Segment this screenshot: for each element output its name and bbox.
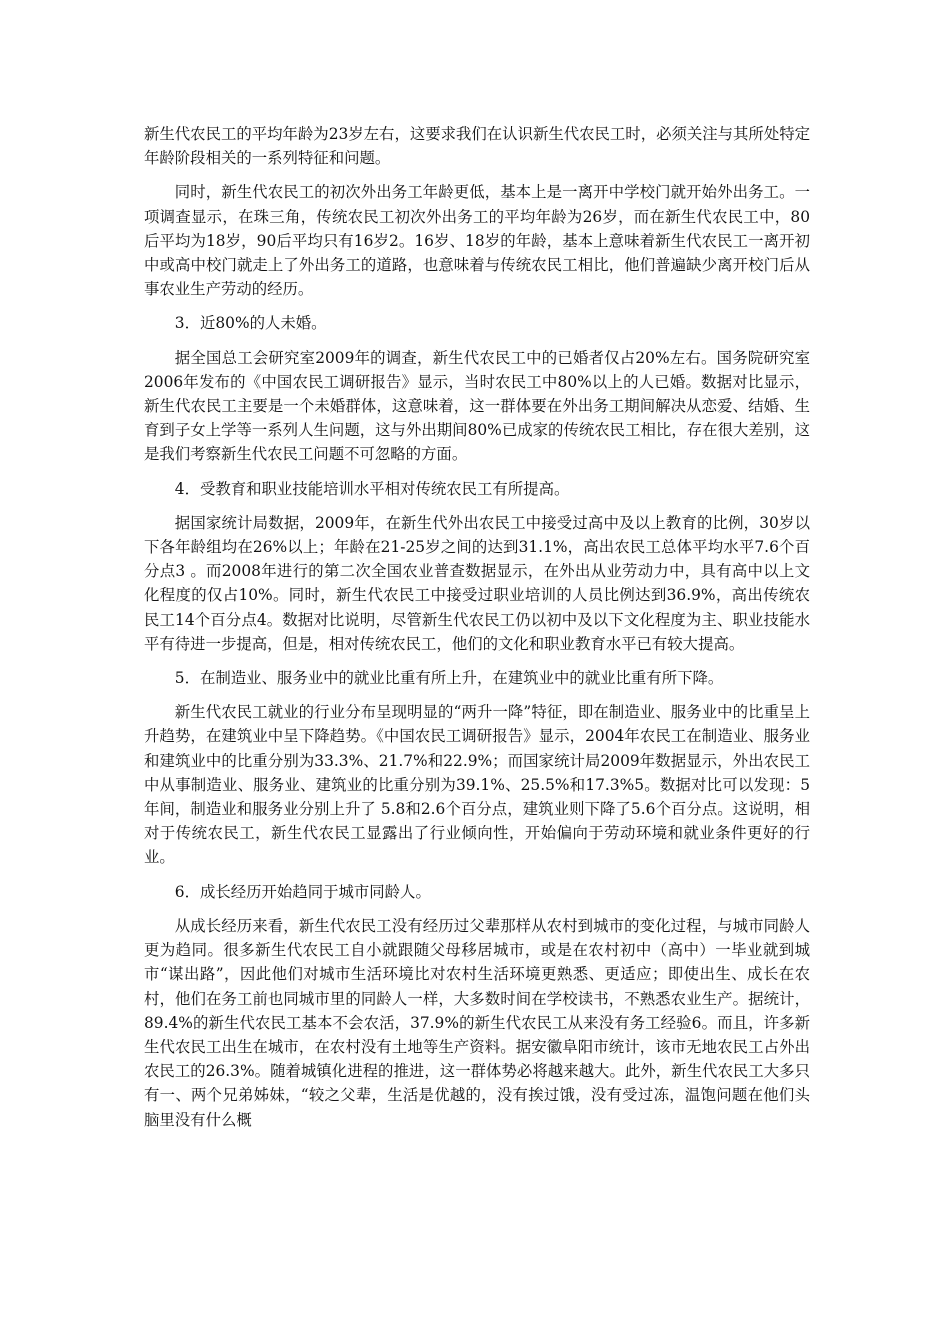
- paragraph-age-continuation: 新生代农民工的平均年龄为23岁左右，这要求我们在认识新生代农民工时，必须关注与其所处特定年龄阶段相关的一系列特征和问题。: [144, 125, 810, 168]
- paragraph-industry-data: 新生代农民工就业的行业分布呈现明显的“两升一降”特征，即在制造业、服务业中的比重呈上升趋势，在建筑业中呈下降趋势。《中国农民工调研报告》显示，2004年农民工在制造业、服务业和建筑业中的比重分别为33.3%、21.7%和22.9%；而国家统计局2009年数据显示，外出农民工中从事制造业、服务业、建筑业的比重分别为39.1%、25.5%和17.3%5。数据对比可以发现：5年间，制造业和服务业分别上升了 5.8和2.6个百分点，建筑业则下降了5.6个百分点。这说明，相对于传统农民工，新生代农民工显露出了行业倾向性，开始偏向于劳动环境和就业条件更好的行业。: [144, 703, 810, 867]
- paragraph-upbringing-data: 从成长经历来看，新生代农民工没有经历过父辈那样从农村到城市的变化过程，与城市同龄人更为趋同。很多新生代农民工自小就跟随父母移居城市，或是在农村初中（高中）一毕业就到城市“谋出路”，因此他们对城市生活环境比对农村生活环境更熟悉、更适应；即使出生、成长在农村，他们在务工前也同城市里的同龄人一样，大多数时间在学校读书，不熟悉农业生产。据统计，89.4%的新生代农民工基本不会农活，37.9%的新生代农民工从来没有务工经验6。而且，许多新生代农民工出生在城市，在农村没有土地等生产资料。据安徽阜阳市统计，该市无地农民工占外出农民工的26.3%。随着城镇化进程的推进，这一群体势必将越来越大。此外，新生代农民工大多只有一、两个兄弟姊妹，“较之父辈，生活是优越的，没有挨过饿，没有受过冻，温饱问题在他们头脑里没有什么概: [144, 916, 810, 1129]
- section-heading-industry: 5．在制造业、服务业中的就业比重有所上升，在建筑业中的就业比重有所下降。: [174, 669, 724, 688]
- paragraph-education-data: 据国家统计局数据，2009年，在新生代外出农民工中接受过高中及以上教育的比例，30岁以下各年龄组均在26%以上；年龄在21-25岁之间的达到31.1%，高出农民工总体平均水平7.6个百分点3 。而2008年进行的第二次全国农业普查数据显示，在外出从业劳动力中，具有高中以上文化程度的仅占10%。同时，新生代农民工中接受过职业培训的人员比例达到36.9%，高出传统农民工14个百分点4。数据对比说明，尽管新生代农民工仍以初中及以下文化程度为主、职业技能水平有待进一步提高，但是，相对传统农民工，他们的文化和职业教育水平已有较大提高。: [144, 513, 810, 653]
- section-heading-unmarried: 3．近80%的人未婚。: [174, 314, 327, 333]
- paragraph-marriage-data: 据全国总工会研究室2009年的调查，新生代农民工中的已婚者仅占20%左右。国务院研究室2006年发布的《中国农民工调研报告》显示，当时农民工中80%以上的人已婚。数据对比显示，新生代农民工主要是一个未婚群体，这意味着，这一群体要在外出务工期间解决从恋爱、结婚、生育到子女上学等一系列人生问题，这与外出期间80%已成家的传统农民工相比，存在很大差别，这是我们考察新生代农民工问题不可忽略的方面。: [144, 348, 810, 464]
- section-heading-education: 4．受教育和职业技能培训水平相对传统农民工有所提高。: [174, 479, 570, 498]
- document-page: [144, 122, 810, 1142]
- paragraph-first-migration-age: 同时，新生代农民工的初次外出务工年龄更低，基本上是一离开中学校门就开始外出务工。一项调查显示，在珠三角，传统农民工初次外出务工的平均年龄为26岁，而在新生代农民工中，80后平均为18岁，90后平均只有16岁2。16岁、18岁的年龄，基本上意味着新生代农民工一离开初中或高中校门就走上了外出务工的道路，也意味着与传统农民工相比，他们普遍缺少离开校门后从事农业生产劳动的经历。: [144, 183, 810, 299]
- section-heading-upbringing: 6．成长经历开始趋同于城市同龄人。: [174, 882, 431, 901]
